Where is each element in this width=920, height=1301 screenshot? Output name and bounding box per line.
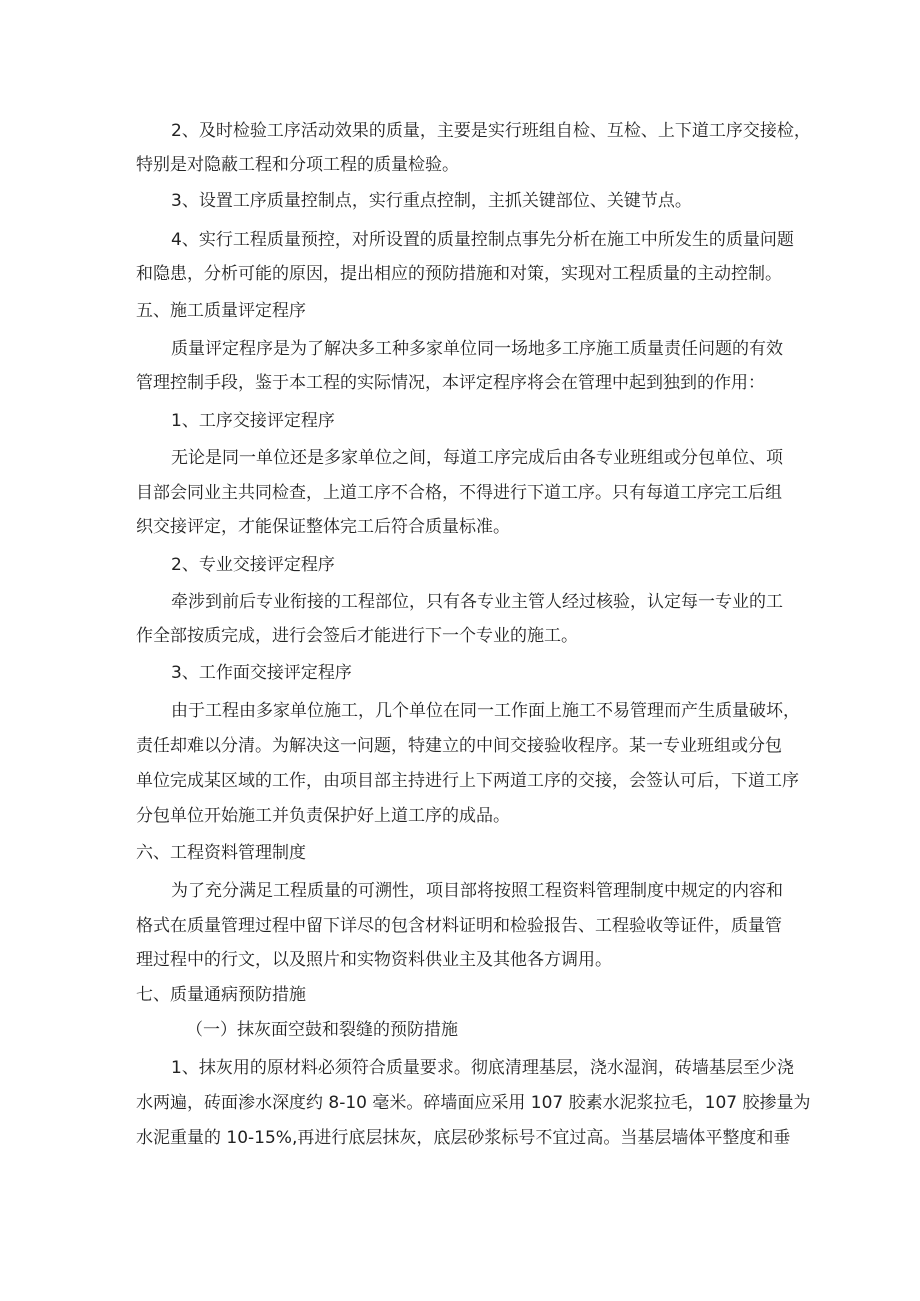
paragraph-line: 水泥重量的 10-15%,再进行底层抹灰，底层砂浆标号不宜过高。当基层墙体平整度和垂	[136, 1128, 791, 1148]
subsection-heading: 1、工序交接评定程序	[171, 411, 335, 431]
subsection-heading: 3、工作面交接评定程序	[171, 663, 352, 683]
subsection-heading: 2、专业交接评定程序	[171, 555, 335, 575]
paragraph-line: 牵涉到前后专业衔接的工程部位，只有各专业主管人经过核验，认定每一专业的工	[171, 592, 783, 612]
paragraph-line: 特别是对隐蔽工程和分项工程的质量检验。	[136, 155, 459, 175]
paragraph-line: 格式在质量管理过程中留下详尽的包含材料证明和检验报告、工程验收等证件，质量管	[136, 916, 782, 936]
paragraph-line: 4、实行工程质量预控，对所设置的质量控制点事先分析在施工中所发生的质量问题	[171, 230, 794, 250]
paragraph-line: 1、抹灰用的原材料必须符合质量要求。彻底清理基层，浇水湿润，砖墙基层至少浇	[171, 1058, 794, 1078]
section-heading: 五、施工质量评定程序	[136, 301, 306, 321]
paragraph-line: 作全部按质完成，进行会签后才能进行下一个专业的施工。	[136, 626, 578, 646]
paragraph-line: 管理控制手段，鉴于本工程的实际情况，本评定程序将会在管理中起到独到的作用：	[136, 373, 765, 393]
paragraph-line: 水两遍，砖面渗水深度约 8-10 毫米。碎墙面应采用 107 胶素水泥浆拉毛，107 胶掺量为	[136, 1093, 811, 1113]
paragraph-line: 2、及时检验工序活动效果的质量，主要是实行班组自检、互检、上下道工序交接检，	[171, 121, 811, 141]
paragraph-line: 3、设置工序质量控制点，实行重点控制，主抓关键部位、关键节点。	[171, 191, 692, 211]
section-heading: 七、质量通病预防措施	[136, 985, 306, 1005]
paragraph-line: 单位完成某区域的工作，由项目部主持进行上下两道工序的交接，会签认可后，下道工序	[136, 771, 799, 791]
paragraph-line: 目部会同业主共同检查，上道工序不合格，不得进行下道工序。只有每道工序完工后组	[136, 483, 782, 503]
paragraph-line: 理过程中的行文，以及照片和实物资料供业主及其他各方调用。	[136, 950, 612, 970]
subsection-heading: （一）抹灰面空鼓和裂缝的预防措施	[186, 1020, 458, 1040]
paragraph-line: 和隐患，分析可能的原因，提出相应的预防措施和对策，实现对工程质量的主动控制。	[136, 264, 782, 284]
section-heading: 六、工程资料管理制度	[136, 843, 306, 863]
paragraph-line: 责任却难以分清。为解决这一问题，特建立的中间交接验收程序。某一专业班组或分包	[136, 736, 782, 756]
paragraph-line: 无论是同一单位还是多家单位之间，每道工序完成后由各专业班组或分包单位、项	[171, 448, 783, 468]
paragraph-line: 为了充分满足工程质量的可溯性，项目部将按照工程资料管理制度中规定的内容和	[171, 881, 783, 901]
paragraph-line: 质量评定程序是为了解决多工种多家单位同一场地多工序施工质量责任问题的有效	[171, 339, 783, 359]
paragraph-line: 织交接评定，才能保证整体完工后符合质量标准。	[136, 517, 510, 537]
paragraph-line: 由于工程由多家单位施工，几个单位在同一工作面上施工不易管理而产生质量破坏，	[171, 701, 800, 721]
paragraph-line: 分包单位开始施工并负责保护好上道工序的成品。	[136, 806, 510, 826]
